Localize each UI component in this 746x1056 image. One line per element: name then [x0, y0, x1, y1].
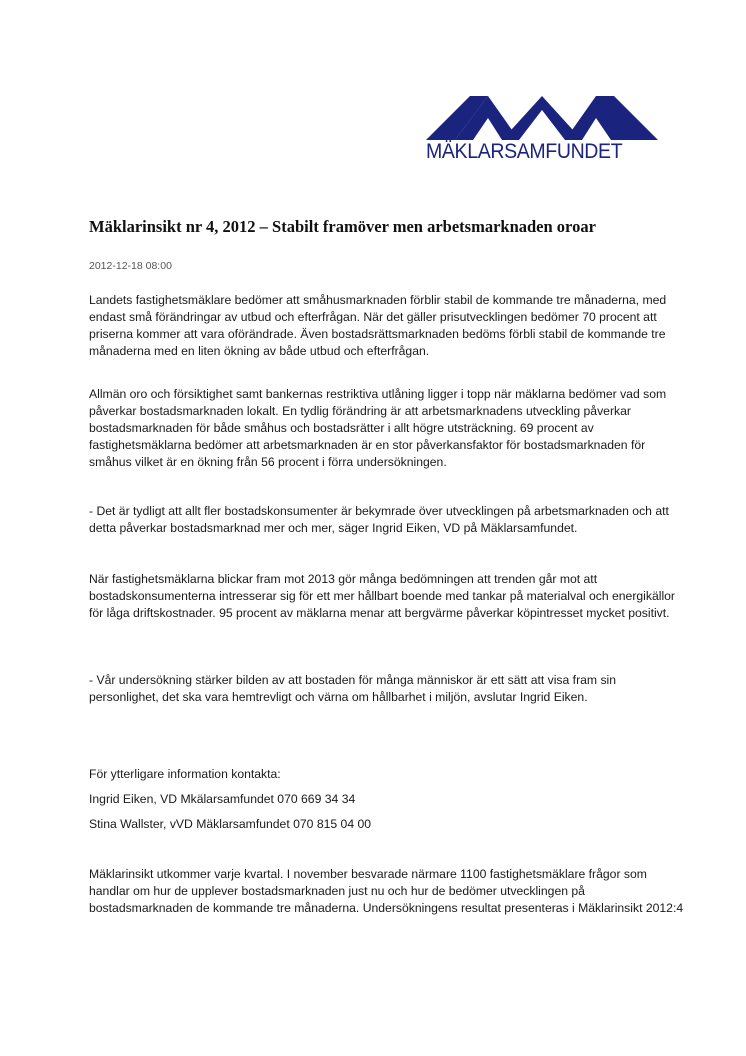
article-paragraph: När fastighetsmäklarna blickar fram mot 2013 gör många bedömningen att trenden går mot att bostadskonsumenterna intresserar sig för ett mer hållbart boende med tankar på materialval och energikällor för låga driftskostnader. 95 procent av mäklarna menar att bergvärme påverkar köpintresset mycket positivt. [89, 572, 675, 620]
article-paragraph: Allmän oro och försiktighet samt bankernas restriktiva utlåning ligger i topp när mäklarna bedömer vad som påverkar bostadsmarknaden lokalt. En tydlig förändring är att arbetsmarknadens utveckling påverkar bostadsmarknaden för både småhus och bostadsrätter i allt högre utsträckning. 69 procent av fastighetsmäklarna bedömer att arbetsmarknaden är en stor påverkansfaktor för bostadsmarknaden för småhus vilket är en ökning från 56 procent i förra undersökningen. [89, 387, 667, 469]
contact-person: Ingrid Eiken, VD Mkälarsamfundet 070 669 34 34 [89, 792, 356, 806]
footer-note: Mäklarinsikt utkommer varje kvartal. I november besvarade närmare 1100 fastighetsmäklare frågor som handlar om hur de upplever bostadsmarknaden just nu och hur de bedömer utvecklingen på bostadsmarknaden de kommande tre månaderna. Undersökningens resultat presenteras i Mäklarinsikt 2012:4 [89, 867, 684, 915]
company-logo [426, 96, 658, 166]
contact-person: Stina Wallster, vVD Mäklarsamfundet 070 815 04 00 [89, 817, 372, 831]
contact-heading: För ytterligare information kontakta: [89, 767, 281, 781]
publish-timestamp: 2012-12-18 08:00 [89, 260, 172, 272]
article-quote: - Det är tydligt att allt fler bostadskonsumenter är bekymrade över utvecklingen på arbetsmarknaden och att detta påverkar bostadsmarknad mer och mer, säger Ingrid Eiken, VD på Mäklarsamfundet. [89, 504, 669, 535]
article-quote: - Vår undersökning stärker bilden av att bostaden för många människor är ett sätt att visa fram sin personlighet, det ska vara hemtrevligt och värna om hållbarhet i miljön, avslutar Ingrid Eiken. [89, 673, 617, 704]
logo-wordmark: MÄKLARSAMFUNDET [426, 140, 623, 163]
article-title: Mäklarinsikt nr 4, 2012 – Stabilt framöver men arbetsmarknaden oroar [89, 217, 596, 236]
logo-mark-icon [426, 96, 658, 140]
article-paragraph: Landets fastighetsmäklare bedömer att småhusmarknaden förblir stabil de kommande tre månaderna, med endast små förändringar av utbud och efterfrågan. När det gäller prisutvecklingen bedömer 70 procent att priserna kommer att vara oförändrade. Även bostadsrättsmarknaden bedöms förbli stabil de kommande tre månaderna med en liten ökning av både utbud och efterfrågan. [89, 293, 667, 358]
